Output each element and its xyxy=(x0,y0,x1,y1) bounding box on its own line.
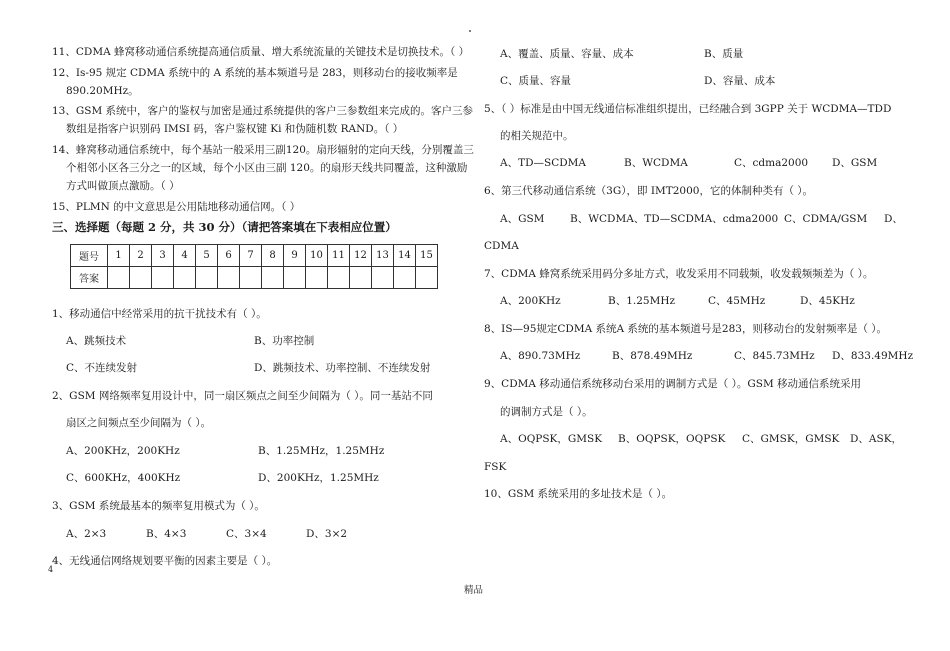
choice-7-option-d: D、45KHz xyxy=(800,295,855,307)
question-15: 15、PLMN 的中文意思是公用陆地移动通信网。（ ） xyxy=(52,201,301,213)
choice-2-option-c: C、600KHz，400KHz xyxy=(66,472,181,484)
answer-cell[interactable] xyxy=(240,267,262,289)
choice-question-1: 1、移动通信中经常采用的抗干扰技术有（ ）。 xyxy=(52,308,267,320)
choice-3-option-c: C、3×4 xyxy=(226,528,267,540)
choice-7-option-a: A、200KHz xyxy=(500,295,561,307)
choice-6-option-b: B、WCDMA、TD—SCDMA、cdma2000 xyxy=(570,213,779,225)
table-number-cell: 4 xyxy=(174,245,196,267)
table-label-answer: 答案 xyxy=(71,267,108,289)
question-11: 11、CDMA 蜂窝移动通信系统提高通信质量、增大系统流量的关键技术是切换技术。（ ） xyxy=(52,46,470,58)
choice-5-option-a: A、TD—SCDMA xyxy=(500,157,586,169)
choice-1-option-d: D、跳频技术、功率控制、不连续发射 xyxy=(254,362,431,374)
question-14-cont1: 个相邻小区各三分之一的区域，每个小区由三副 120。的扇形天线共同覆盖，这种激励 xyxy=(66,162,468,174)
table-number-cell: 1 xyxy=(108,245,130,267)
choice-question-9-cont: 的调制方式是（ ）。 xyxy=(500,406,593,418)
choice-question-5-cont: 的相关规范中。 xyxy=(500,130,574,142)
choice-8-option-d: D、833.49MHz xyxy=(832,350,914,362)
choice-6-option-d-cont: CDMA xyxy=(484,240,519,252)
answer-table-header-row xyxy=(71,245,438,267)
choice-7-option-c: C、45MHz xyxy=(708,295,766,307)
answer-cell[interactable] xyxy=(372,267,394,289)
choice-question-10: 10、GSM 系统采用的多址技术是（ ）。 xyxy=(484,488,673,500)
choice-question-2-cont: 扇区之间频点至少间隔为（ ）。 xyxy=(66,417,212,429)
table-number-cell: 15 xyxy=(416,245,438,267)
choice-2-option-d: D、200KHz，1.25MHz xyxy=(258,472,379,484)
table-number-cell: 14 xyxy=(394,245,416,267)
choice-8-option-b: B、878.49MHz xyxy=(612,350,693,362)
table-number-cell: 9 xyxy=(284,245,306,267)
choice-1-option-a: A、跳频技术 xyxy=(66,335,127,347)
choice-3-option-d: D、3×2 xyxy=(306,528,348,540)
answer-cell[interactable] xyxy=(306,267,328,289)
answer-cell[interactable] xyxy=(284,267,306,289)
table-number-cell: 3 xyxy=(152,245,174,267)
choice-6-option-d: D、 xyxy=(884,213,903,225)
table-number-cell: 13 xyxy=(372,245,394,267)
choice-question-9: 9、CDMA 移动通信系统移动台采用的调制方式是（ ）。GSM 移动通信系统采用 xyxy=(484,378,862,390)
choice-1-option-c: C、不连续发射 xyxy=(66,362,138,374)
choice-4-option-a: A、覆盖、质量、容量、成本 xyxy=(500,48,634,60)
answer-cell[interactable] xyxy=(196,267,218,289)
answer-table-answer-row xyxy=(71,267,438,289)
question-12: 12、Is-95 规定 CDMA 系统中的 A 系统的基本频道号是 283，则移动台的接收频率是 xyxy=(52,67,458,79)
choice-4-option-d: D、容量、成本 xyxy=(704,75,776,87)
choice-1-option-b: B、功率控制 xyxy=(254,335,315,347)
table-number-cell: 7 xyxy=(240,245,262,267)
question-13-cont: 数组是指客户识别码 IMSI 码，客户鉴权键 Ki 和伪随机数 RAND。（ ） xyxy=(66,123,404,135)
question-13: 13、GSM 系统中，客户的鉴权与加密是通过系统提供的客户三参数组来完成的。客户三参 xyxy=(52,105,474,117)
question-14-cont2: 方式叫做顶点激励。（ ） xyxy=(66,180,180,192)
choice-4-option-b: B、质量 xyxy=(704,48,744,60)
choice-9-option-a: A、OQPSK，GMSK xyxy=(500,433,603,445)
choice-question-5: 5、（ ）标准是由中国无线通信标准组织提出，已经融合到 3GPP 关于 WCDMA—TDD xyxy=(484,103,892,115)
choice-9-option-b: B、OQPSK，OQPSK xyxy=(618,433,726,445)
answer-cell[interactable] xyxy=(152,267,174,289)
table-number-cell: 12 xyxy=(350,245,372,267)
answer-cell[interactable] xyxy=(130,267,152,289)
choice-7-option-b: B、1.25MHz xyxy=(608,295,676,307)
choice-9-option-d-cont: FSK xyxy=(484,461,507,473)
answer-cell[interactable] xyxy=(416,267,438,289)
table-number-cell: 5 xyxy=(196,245,218,267)
choice-question-8: 8、IS—95规定CDMA 系统A 系统的基本频道号是283，则移动台的发射频率是（ ）。 xyxy=(484,323,888,335)
choice-3-option-a: A、2×3 xyxy=(66,528,107,540)
answer-cell[interactable] xyxy=(394,267,416,289)
section-3-title: 三、选择题（每题 2 分，共 30 分）（请把答案填在下表相应位置） xyxy=(52,220,397,234)
question-14: 14、蜂窝移动通信系统中，每个基站一般采用三副120。扇形辐射的定向天线，分别覆盖三 xyxy=(52,144,474,156)
choice-question-4: 4、无线通信网络规划要平衡的因素主要是（ ）。 xyxy=(52,555,278,567)
table-number-cell: 8 xyxy=(262,245,284,267)
choice-3-option-b: B、4×3 xyxy=(146,528,187,540)
choice-6-option-a: A、GSM xyxy=(500,213,545,225)
choice-question-6: 6、第三代移动通信系统（3G），即 IMT2000，它的体制种类有（ ）。 xyxy=(484,185,814,197)
question-12-cont: 890.20MHz。 xyxy=(66,85,139,97)
page-number: 4 xyxy=(48,565,54,574)
table-number-cell: 2 xyxy=(130,245,152,267)
answer-table xyxy=(70,244,438,289)
table-number-cell: 10 xyxy=(306,245,328,267)
answer-cell[interactable] xyxy=(218,267,240,289)
choice-question-3: 3、GSM 系统最基本的频率复用模式为（ ）。 xyxy=(52,500,265,512)
choice-2-option-a: A、200KHz，200KHz xyxy=(66,445,180,457)
table-number-cell: 11 xyxy=(328,245,350,267)
answer-cell[interactable] xyxy=(262,267,284,289)
table-label-number: 题号 xyxy=(71,245,108,267)
decorative-dot xyxy=(469,30,471,32)
choice-6-option-c: C、CDMA/GSM xyxy=(784,213,868,225)
answer-cell[interactable] xyxy=(350,267,372,289)
choice-5-option-b: B、WCDMA xyxy=(624,157,688,169)
answer-cell[interactable] xyxy=(328,267,350,289)
choice-8-option-c: C、845.73MHz xyxy=(734,350,815,362)
table-number-cell: 6 xyxy=(218,245,240,267)
footer-label: 精品 xyxy=(464,585,484,596)
choice-question-7: 7、CDMA 蜂窝系统采用码分多址方式，收发采用不同载频，收发载频频差为（ ）。 xyxy=(484,268,874,280)
choice-8-option-a: A、890.73MHz xyxy=(500,350,581,362)
choice-question-2: 2、GSM 网络频率复用设计中，同一扇区频点之间至少间隔为（ ）。同一基站不同 xyxy=(52,390,433,402)
answer-cell[interactable] xyxy=(174,267,196,289)
choice-5-option-c: C、cdma2000 xyxy=(734,157,809,169)
answer-cell[interactable] xyxy=(108,267,130,289)
choice-5-option-d: D、GSM xyxy=(832,157,878,169)
choice-9-option-c: C、GMSK，GMSK xyxy=(742,433,840,445)
choice-4-option-c: C、质量、容量 xyxy=(500,75,572,87)
choice-9-option-d: D、ASK， xyxy=(850,433,903,445)
choice-2-option-b: B、1.25MHz，1.25MHz xyxy=(258,445,385,457)
